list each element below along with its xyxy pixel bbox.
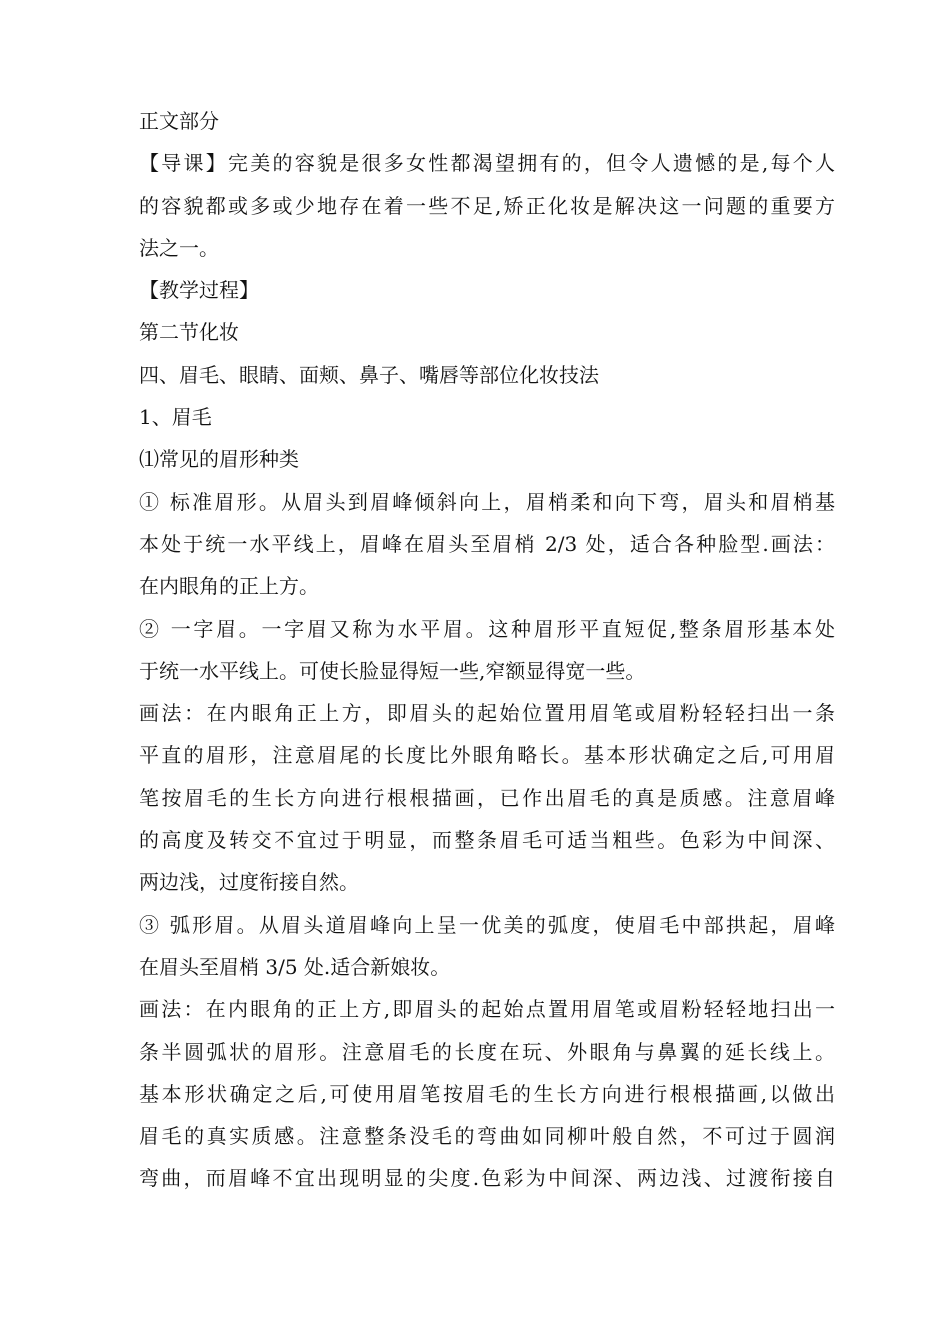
text-line: ① 标准眉形。从眉头到眉峰倾斜向上，眉梢柔和向下弯，眉头和眉梢基 xyxy=(139,489,835,514)
text-line: 正文部分 xyxy=(139,109,219,133)
text-line: 基本形状确定之后,可使用眉笔按眉毛的生长方向进行根根描画,以做出 xyxy=(139,1081,835,1106)
text-line: 弯曲，而眉峰不宜出现明显的尖度.色彩为中间深、两边浅、过渡衔接自 xyxy=(139,1166,835,1191)
text-line: 第二节化妆 xyxy=(139,320,239,345)
text-line: 两边浅，过度衔接自然。 xyxy=(139,870,359,895)
text-line: ③ 弧形眉。从眉头道眉峰向上呈一优美的弧度，使眉毛中部拱起，眉峰 xyxy=(139,912,835,937)
text-line: 于统一水平线上。可使长脸显得短一些,窄额显得宽一些。 xyxy=(139,658,646,683)
text-line: 画法：在内眼角正上方，即眉头的起始位置用眉笔或眉粉轻轻扫出一条 xyxy=(139,701,835,726)
text-line: 四、眉毛、眼睛、面颊、鼻子、嘴唇等部位化妆技法 xyxy=(139,362,599,387)
text-line: 【导课】完美的容貌是很多女性都渴望拥有的，但令人遗憾的是,每个人 xyxy=(139,151,835,176)
text-line: 条半圆弧状的眉形。注意眉毛的长度在玩、外眼角与鼻翼的延长线上。 xyxy=(139,1039,835,1064)
text-line: 平直的眉形，注意眉尾的长度比外眼角略长。基本形状确定之后,可用眉 xyxy=(139,743,835,768)
document-body xyxy=(139,100,835,1200)
text-line: 法之一。 xyxy=(139,235,219,260)
text-line: 【教学过程】 xyxy=(139,278,259,303)
text-line: 画法：在内眼角的正上方,即眉头的起始点置用眉笔或眉粉轻轻地扫出一 xyxy=(139,997,835,1022)
text-line: ⑴常见的眉形种类 xyxy=(139,447,299,472)
text-line: 在眉头至眉梢 3/5 处.适合新娘妆。 xyxy=(139,954,451,979)
text-line: ② 一字眉。一字眉又称为水平眉。这种眉形平直短促,整条眉形基本处 xyxy=(139,616,835,641)
text-line: 的容貌都或多或少地存在着一些不足,矫正化妆是解决这一问题的重要方 xyxy=(139,193,835,218)
text-line: 1、眉毛 xyxy=(139,405,212,430)
text-line: 的高度及转交不宜过于明显，而整条眉毛可适当粗些。色彩为中间深、 xyxy=(139,828,835,853)
text-line: 笔按眉毛的生长方向进行根根描画，已作出眉毛的真是质感。注意眉峰 xyxy=(139,785,835,810)
text-line: 眉毛的真实质感。注意整条没毛的弯曲如同柳叶般自然，不可过于圆润 xyxy=(139,1124,835,1149)
text-line: 在内眼角的正上方。 xyxy=(139,574,319,599)
text-line: 本处于统一水平线上，眉峰在眉头至眉梢 2/3 处，适合各种脸型.画法： xyxy=(139,531,835,556)
